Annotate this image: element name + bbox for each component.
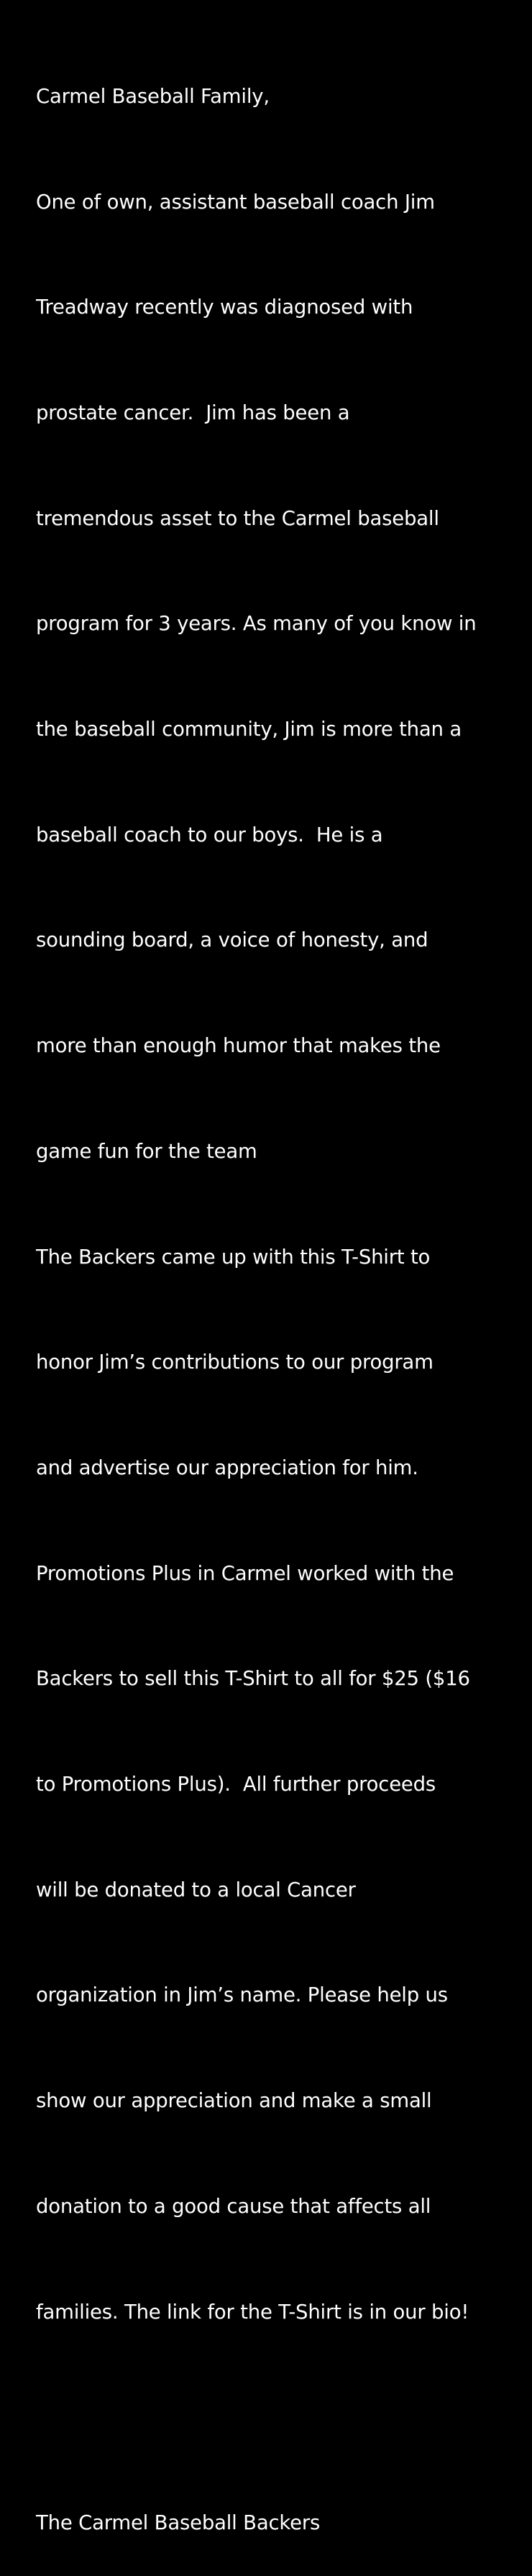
- blank-line: [36, 2400, 525, 2435]
- body-line: families. The link for the T-Shirt is in our bio!: [36, 2300, 469, 2324]
- body-line: Backers to sell this T-Shirt to all for $25 ($16: [36, 1667, 470, 1691]
- body-line: program for 3 years. As many of you know in: [36, 612, 477, 636]
- body-line: organization in Jim’s name. Please help us: [36, 1983, 448, 2007]
- body-line: the baseball community, Jim is more than a: [36, 718, 462, 741]
- body-line: The Backers came up with this T-Shirt to: [36, 1245, 431, 1269]
- greeting-line: Carmel Baseball Family,: [36, 84, 270, 108]
- body-line: to Promotions Plus). All further proceeds: [36, 1773, 436, 1796]
- body-line: Promotions Plus in Carmel worked with the: [36, 1561, 454, 1585]
- body-line: Treadway recently was diagnosed with: [36, 296, 413, 319]
- body-line: prostate cancer. Jim has been a: [36, 401, 350, 424]
- body-line: donation to a good cause that affects all: [36, 2194, 431, 2218]
- body-line: sounding board, a voice of honesty, and: [36, 928, 428, 952]
- body-line: and advertise our appreciation for him.: [36, 1456, 418, 1479]
- body-line: baseball coach to our boys. He is a: [36, 823, 383, 846]
- signature-line: The Carmel Baseball Backers: [36, 2511, 321, 2534]
- body-line: honor Jim’s contributions to our program: [36, 1351, 434, 1374]
- body-line: show our appreciation and make a small: [36, 2089, 432, 2113]
- body-line: more than enough humor that makes the: [36, 1034, 441, 1058]
- body-line: tremendous asset to the Carmel baseball: [36, 506, 439, 530]
- body-line: will be donated to a local Cancer: [36, 1878, 356, 1901]
- body-line: One of own, assistant baseball coach Jim: [36, 190, 435, 214]
- body-line: game fun for the team: [36, 1139, 257, 1163]
- notes-text-body: [36, 9, 525, 2576]
